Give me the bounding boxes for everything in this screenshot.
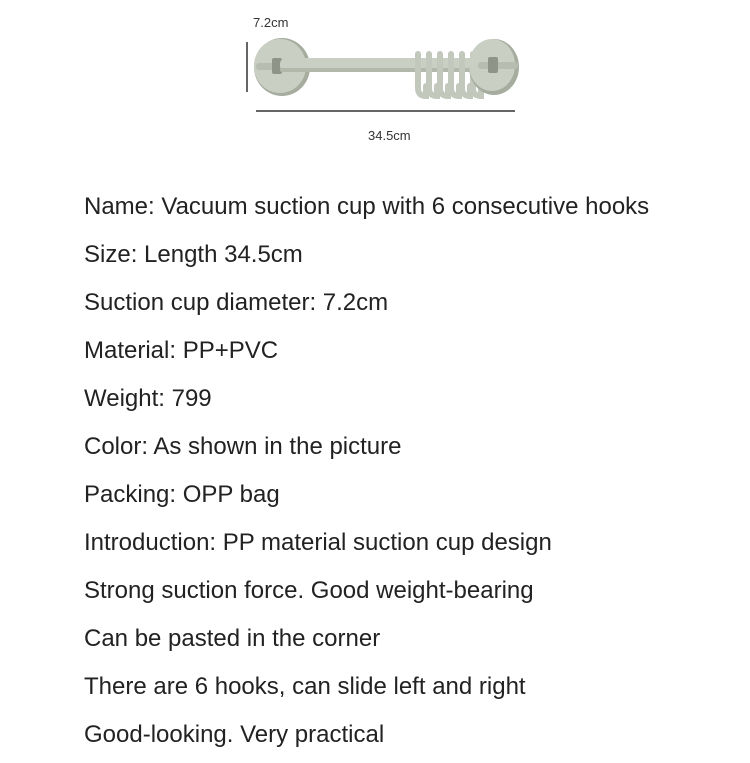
spec-packing: Packing: OPP bag (84, 481, 280, 508)
spec-introduction: Introduction: PP material suction cup design (84, 529, 552, 556)
length-label: 34.5cm (368, 128, 411, 143)
spec-suction-diameter: Suction cup diameter: 7.2cm (84, 289, 389, 316)
product-dimension-figure (0, 0, 750, 160)
spec-size: Size: Length 34.5cm (84, 241, 303, 268)
spec-suction-force: Strong suction force. Good weight-bearing (84, 577, 534, 604)
spec-practical: Good-looking. Very practical (84, 721, 385, 748)
diameter-label: 7.2cm (253, 15, 289, 30)
spec-hooks: There are 6 hooks, can slide left and right (84, 673, 526, 700)
spec-material: Material: PP+PVC (84, 337, 279, 364)
spec-list (84, 183, 649, 759)
spec-weight: Weight: 799 (84, 385, 212, 412)
spec-color: Color: As shown in the picture (84, 433, 402, 460)
right-cup-screw (488, 57, 498, 73)
spec-name: Name: Vacuum suction cup with 6 consecutive hooks (84, 193, 650, 220)
spec-corner: Can be pasted in the corner (84, 625, 381, 652)
